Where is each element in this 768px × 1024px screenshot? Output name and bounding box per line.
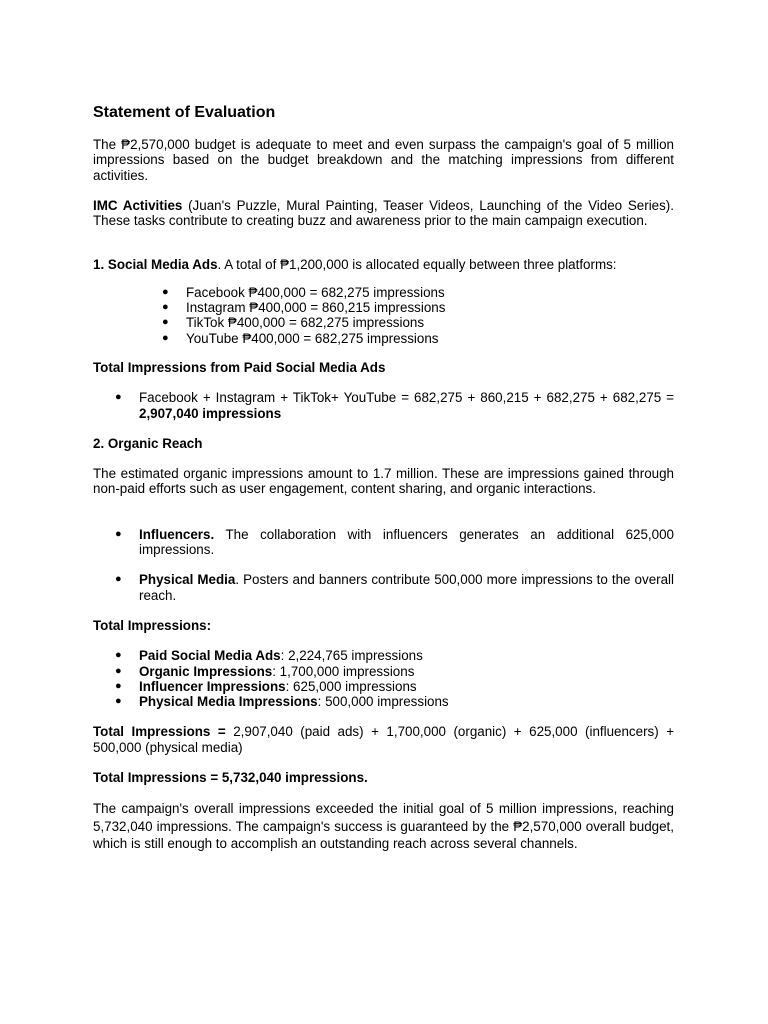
- bullet-icon: ●: [162, 301, 169, 314]
- paid-total-heading: Total Impressions from Paid Social Media Ads: [93, 359, 386, 375]
- total-equation-label: Total Impressions =: [93, 724, 226, 740]
- total-impressions-heading: Total Impressions:: [93, 617, 212, 633]
- list-item: ● YouTube ₱400,000 = 682,275 impressions: [162, 330, 439, 346]
- total-impressions-list: [115, 648, 674, 710]
- bullet-icon: ●: [162, 331, 169, 344]
- list-item: ● Paid Social Media Ads: 2,224,765 impressions: [115, 648, 423, 664]
- physical-media-label: Physical Media: [139, 572, 236, 588]
- bullet-icon: ●: [115, 649, 122, 662]
- paid-total-formula: Facebook + Instagram + TikTok+ YouTube = 682,275 + 860,215 + 682,275 + 682,275 =: [139, 390, 674, 406]
- imc-paragraph: [93, 198, 674, 229]
- bullet-icon: ●: [115, 391, 122, 404]
- platform-list: [162, 284, 674, 346]
- imc-text: (Juan's Puzzle, Mural Painting, Teaser Videos, Launching of the Video Series). These tasks contribute to creating buzz and awareness prior to the main campaign execution.: [93, 197, 674, 229]
- bullet-icon: ●: [115, 573, 122, 586]
- bullet-icon: ●: [115, 527, 122, 540]
- page-title: Statement of Evaluation: [93, 104, 276, 121]
- bullet-icon: ●: [162, 285, 169, 298]
- physical-media-text: . Posters and banners contribute 500,000 more impressions to the overall reach.: [139, 572, 674, 603]
- intro-paragraph: The ₱2,570,000 budget is adequate to meet and even surpass the campaign's goal of 5 million impressions based on the budget breakdown and the matching impressions from different activities.: [93, 137, 674, 183]
- organic-paragraph: The estimated organic impressions amount to 1.7 million. These are impressions gained through non-paid efforts such as user engagement, content sharing, and organic interactions.: [93, 466, 674, 497]
- bullet-icon: ●: [115, 664, 122, 677]
- paid-total-result: 2,907,040 impressions: [139, 405, 282, 421]
- paid-total-list: [115, 390, 674, 421]
- list-item: ● Instagram ₱400,000 = 860,215 impressions: [162, 300, 446, 316]
- list-item: [115, 390, 674, 421]
- list-item: [115, 526, 674, 558]
- list-item: ● Facebook ₱400,000 = 682,275 impressions: [162, 284, 445, 300]
- list-item: ● Influencer Impressions: 625,000 impressions: [115, 678, 417, 694]
- list-item: ● TikTok ₱400,000 = 682,275 impressions: [162, 315, 425, 331]
- list-item: ● Organic Impressions: 1,700,000 impressions: [115, 663, 415, 679]
- total-final: Total Impressions = 5,732,040 impressions.: [93, 770, 368, 786]
- influencers-label: Influencers.: [139, 526, 215, 542]
- social-media-paragraph: [93, 257, 674, 272]
- list-item: ● Physical Media Impressions: 500,000 impressions: [115, 694, 449, 710]
- list-item: [115, 572, 674, 603]
- bullet-icon: ●: [115, 695, 122, 708]
- imc-label: IMC Activities: [93, 197, 183, 213]
- organic-heading: 2. Organic Reach: [93, 435, 203, 451]
- bullet-icon: ●: [115, 679, 122, 692]
- total-equation: [93, 724, 674, 755]
- conclusion-paragraph: The campaign's overall impressions exceeded the initial goal of 5 million impressions, reaching 5,732,040 impressions. The campaign's success is guaranteed by the ₱2,570,000 overall budget, which is still enough to accomplish an outstanding reach across several channels.: [93, 801, 674, 852]
- total-equation-text: 2,907,040 (paid ads) + 1,700,000 (organic) + 625,000 (influencers) + 500,000 (physical media): [93, 724, 675, 755]
- influencers-text: The collaboration with influencers generates an additional 625,000 impressions.: [139, 526, 674, 558]
- organic-list: [115, 526, 674, 603]
- bullet-icon: ●: [162, 316, 169, 329]
- document-page: [93, 103, 674, 853]
- social-media-heading: 1. Social Media Ads: [93, 257, 218, 273]
- social-media-text: . A total of ₱1,200,000 is allocated equally between three platforms:: [217, 257, 617, 273]
